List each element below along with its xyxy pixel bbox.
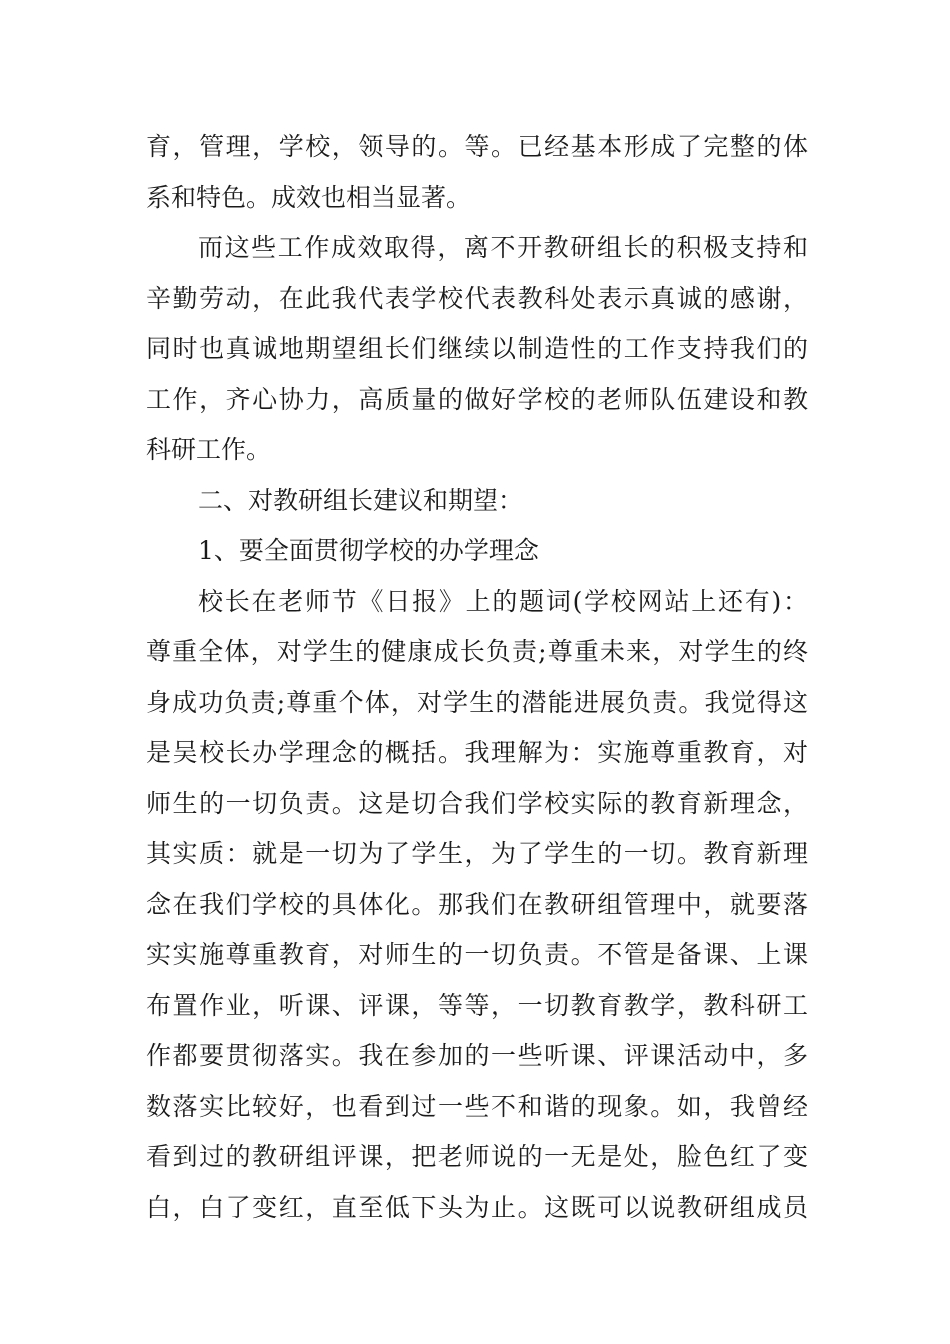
document-body bbox=[146, 122, 808, 1233]
text-line: 而这些工作成效取得，离不开教研组长的积极支持和 bbox=[198, 233, 808, 262]
text-line: 系和特色。成效也相当显著。 bbox=[146, 182, 472, 212]
text-line: 看到过的教研组评课，把老师说的一无是处，脸色红了变 bbox=[146, 1142, 808, 1171]
text-line: 同时也真诚地期望组长们继续以制造性的工作支持我们的 bbox=[146, 334, 808, 363]
text-line: 布置作业，听课、评课，等等，一切教育教学，教科研工 bbox=[146, 990, 808, 1020]
text-line: 白，白了变红，直至低下头为止。这既可以说教研组成员 bbox=[146, 1192, 808, 1222]
text-line: 念在我们学校的具体化。那我们在教研组管理中，就要落 bbox=[146, 889, 808, 919]
section-heading: 二、对教研组长建议和期望： bbox=[198, 485, 524, 515]
text-line: 是吴校长办学理念的概括。我理解为：实施尊重教育，对 bbox=[146, 738, 808, 767]
text-line: 数落实比较好，也看到过一些不和谐的现象。如，我曾经 bbox=[146, 1091, 808, 1121]
text-line: 辛勤劳动，在此我代表学校代表教科处表示真诚的感谢， bbox=[146, 283, 808, 313]
text-line: 尊重全体，对学生的健康成长负责;尊重未来，对学生的终 bbox=[146, 637, 808, 666]
text-line: 育，管理，学校，领导的。等。已经基本形成了完整的体 bbox=[146, 132, 808, 161]
text-line: 其实质：就是一切为了学生，为了学生的一切。教育新理 bbox=[146, 839, 808, 868]
text-line: 作都要贯彻落实。我在参加的一些听课、评课活动中，多 bbox=[146, 1041, 808, 1070]
text-line: 校长在老师节《日报》上的题词(学校网站上还有)： bbox=[198, 586, 808, 616]
text-line: 科研工作。 bbox=[146, 435, 272, 464]
text-line: 实实施尊重教育，对师生的一切负责。不管是备课、上课 bbox=[146, 940, 808, 969]
text-line: 身成功负责;尊重个体，对学生的潜能进展负责。我觉得这 bbox=[146, 687, 808, 717]
text-line: 师生的一切负责。这是切合我们学校实际的教育新理念， bbox=[146, 788, 808, 818]
subsection-heading: 1、要全面贯彻学校的办学理念 bbox=[198, 536, 539, 565]
text-line: 工作，齐心协力，高质量的做好学校的老师队伍建设和教 bbox=[146, 384, 808, 414]
